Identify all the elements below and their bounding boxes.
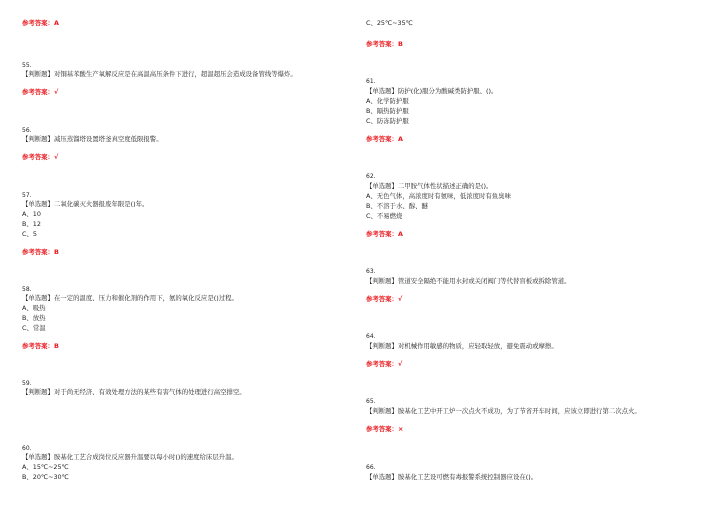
answer-line: 参考答案：√ (366, 360, 403, 368)
answer-line: 参考答案：B (366, 40, 403, 48)
answer-line: 参考答案：A (22, 19, 59, 27)
answer-line: 参考答案：A (366, 135, 403, 143)
option: B、20℃~30℃ (22, 473, 69, 481)
question-stem: 【单选题】二氧化碳灭火器报废年限是()年。 (22, 200, 149, 208)
option: B、不溶于水、醇、醚 (366, 202, 428, 210)
question-number: 61. (366, 78, 376, 85)
question-number: 59. (22, 380, 32, 387)
option: C、常温 (22, 324, 46, 332)
question-number: 65. (366, 398, 376, 405)
question-stem: 【判断题】胺基化工艺中开工炉一次点火不成功，为了节省开车时间，应该立即进行第二次点火。 (366, 407, 641, 415)
option: B、放热 (22, 314, 46, 322)
question-stem: 【单选题】在一定的温度、压力和催化剂的作用下，氨的氧化反应是()过程。 (22, 294, 238, 302)
option: A、吸热 (22, 304, 46, 312)
question-number: 55. (22, 62, 32, 69)
question-stem: 【判断题】对机械作用敏感的物质，应轻取轻放，避免震动或摩擦。 (366, 342, 558, 350)
question-stem: 【单选题】胺基化工艺设可燃有毒报警系统控制器应设在()。 (366, 473, 538, 481)
question-number: 56. (22, 127, 32, 134)
answer-line: 参考答案：B (22, 248, 59, 256)
answer-line: 参考答案：√ (22, 153, 59, 161)
answer-line: 参考答案：√ (366, 295, 403, 303)
question-number: 66. (366, 464, 376, 471)
answer-line: 参考答案：× (366, 425, 404, 433)
option: B、12 (22, 220, 41, 228)
question-stem: 【判断题】对于尚无经济、有效处理方法的某些有害气体的处理进行高空排空。 (22, 388, 246, 396)
question-number: 63. (366, 268, 376, 275)
option: A、15℃~25℃ (22, 463, 69, 471)
question-stem: 【判断题】减压蒸馏塔设置塔釜真空度低限报警。 (22, 135, 163, 143)
answer-line: 参考答案：√ (22, 88, 59, 96)
option: C、不易燃烧 (366, 212, 403, 220)
question-stem: 【单选题】胺基化工艺合成岗位反应器升温要以每小时()的速度给床层升温。 (22, 453, 238, 461)
question-number: 57. (22, 192, 32, 199)
option: A、10 (22, 210, 41, 218)
question-stem: 【单选题】二甲胺气体性状描述正确的是()。 (366, 182, 493, 190)
question-number: 62. (366, 173, 376, 180)
option: C、25℃~35℃ (366, 19, 413, 27)
option: C、5 (22, 230, 37, 238)
answer-line: 参考答案：A (366, 230, 403, 238)
option: C、防冻防护服 (366, 117, 409, 125)
option: A、无色气体，高浓度时有氨味，低浓度时有鱼臭味 (366, 192, 511, 200)
question-number: 60. (22, 445, 32, 452)
question-stem: 【判断题】管道安全隔绝不能用水封或关闭阀门等代替盲板或拆除管道。 (366, 277, 571, 285)
question-stem: 【单选题】防护(化)服分为酸碱类防护服、()。 (366, 87, 498, 95)
option: A、化学防护服 (366, 97, 409, 105)
question-number: 64. (366, 333, 376, 340)
question-stem: 【判断题】对铜基苯酸生产氧解反应是在高温高压条件下进行，超温超压会造成设备管线等爆炸。 (22, 70, 297, 78)
option: B、隔热防护服 (366, 107, 409, 115)
answer-line: 参考答案：B (22, 342, 59, 350)
question-number: 58. (22, 286, 32, 293)
